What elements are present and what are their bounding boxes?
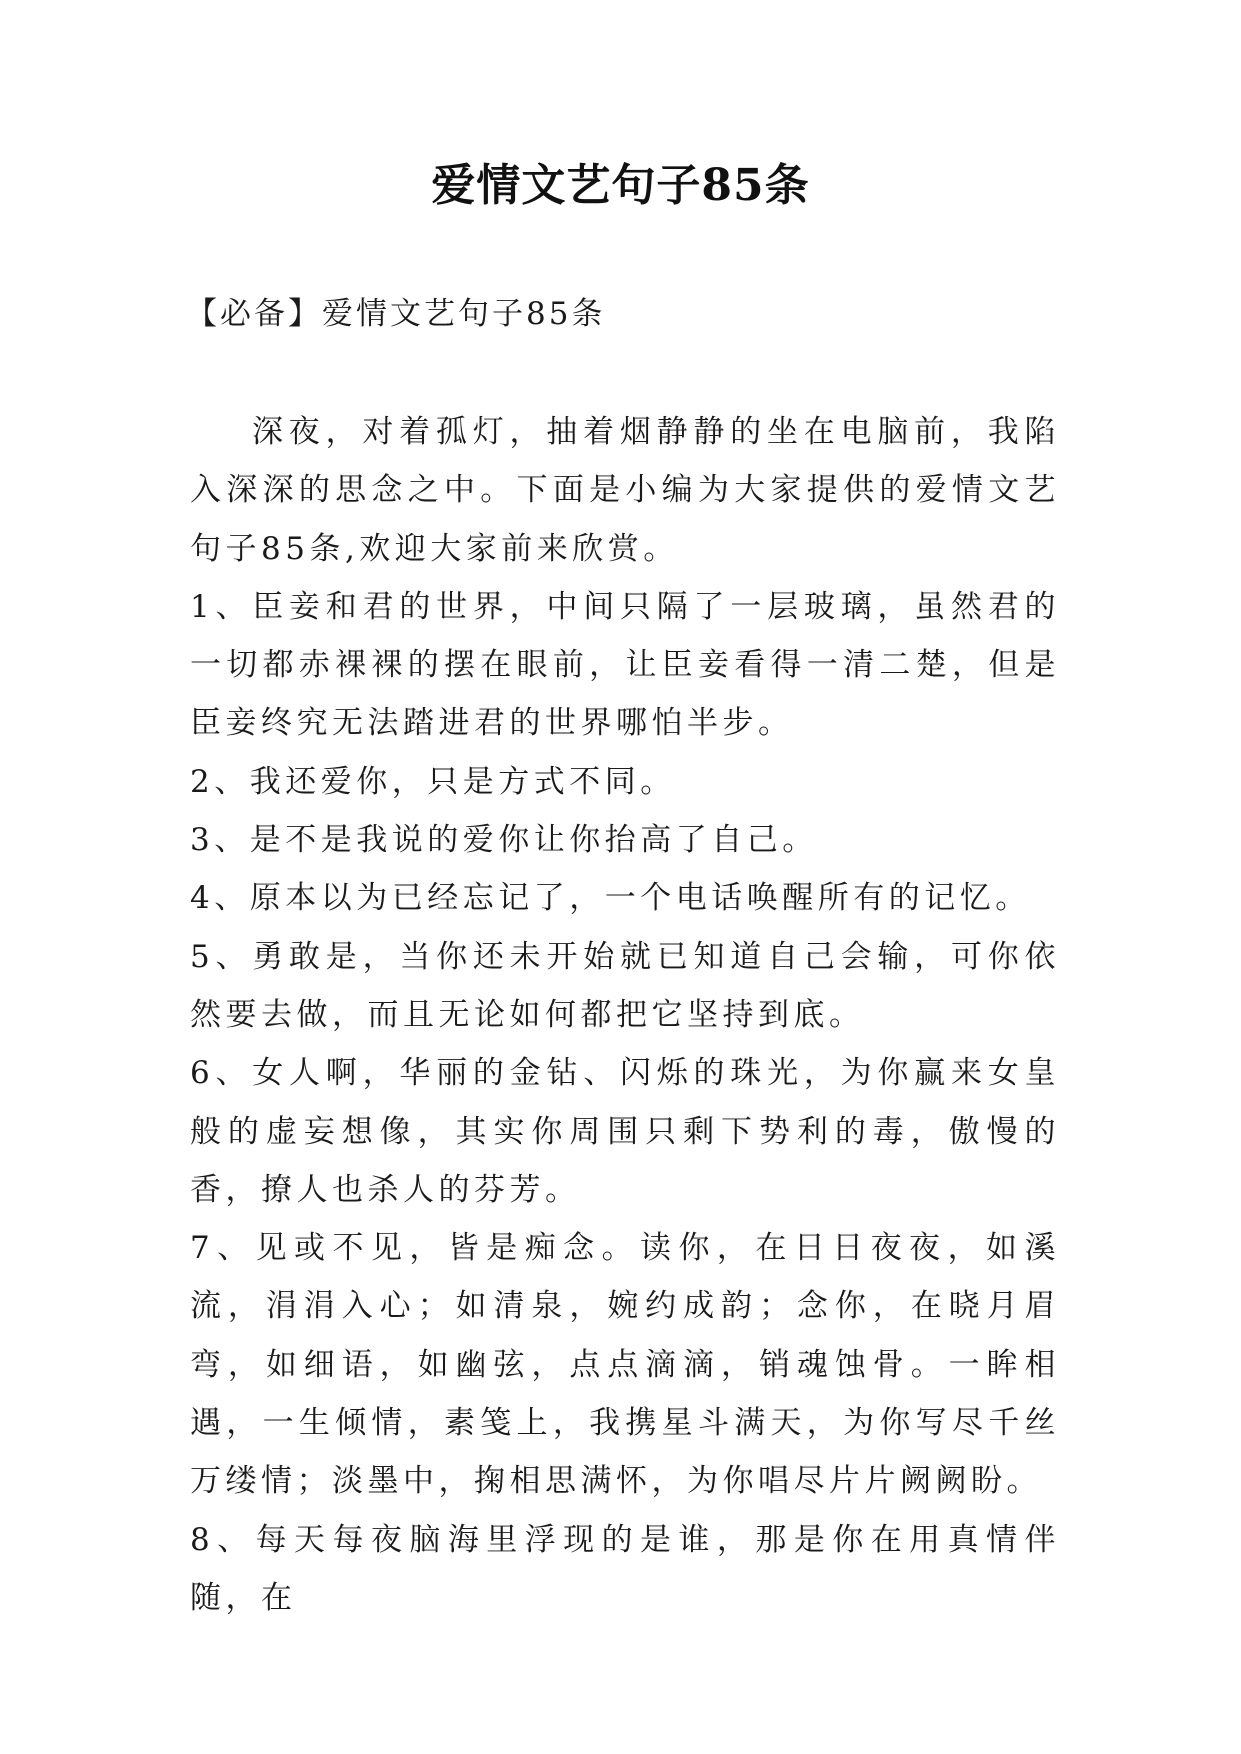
document-body [190, 403, 1060, 1627]
list-item: 8、每天每夜脑海里浮现的是谁，那是你在用真情伴随，在 [190, 1521, 1060, 1616]
list-item: 5、勇敢是，当你还未开始就已知道自己会输，可你依然要去做，而且无论如何都把它坚持到底。 [190, 938, 1060, 1033]
intro-paragraph: 深夜，对着孤灯，抽着烟静静的坐在电脑前，我陷入深深的思念之中。下面是小编为大家提供的爱情文艺句子85条,欢迎大家前来欣赏。 [190, 414, 1060, 567]
list-item: 6、女人啊，华丽的金钻、闪烁的珠光，为你赢来女皇般的虚妄想像，其实你周围只剩下势利的毒，傲慢的香，撩人也杀人的芬芳。 [190, 1055, 1060, 1208]
list-item: 3、是不是我说的爱你让你抬高了自己。 [190, 822, 818, 859]
document-title: 爱情文艺句子85条 [431, 160, 810, 211]
list-item: 7、见或不见，皆是痴念。读你，在日日夜夜，如溪流，涓涓入心；如清泉，婉约成韵；念你，在晓月眉弯，如细语，如幽弦，点点滴滴，销魂蚀骨。一眸相遇，一生倾情，素笺上，我携星斗满天，为你写尽千丝万缕情；淡墨中，掬相思满怀，为你唱尽片片阙阙盼。 [190, 1230, 1060, 1500]
document-subtitle: 【必备】爱情文艺句子85条 [186, 296, 606, 332]
list-item: 1、臣妾和君的世界，中间只隔了一层玻璃，虽然君的一切都赤裸裸的摆在眼前，让臣妾看得一清二楚，但是臣妾终究无法踏进君的世界哪怕半步。 [190, 588, 1060, 742]
list-item: 4、原本以为已经忘记了，一个电话唤醒所有的记忆。 [190, 880, 1031, 917]
list-item: 2、我还爱你，只是方式不同。 [190, 763, 676, 800]
